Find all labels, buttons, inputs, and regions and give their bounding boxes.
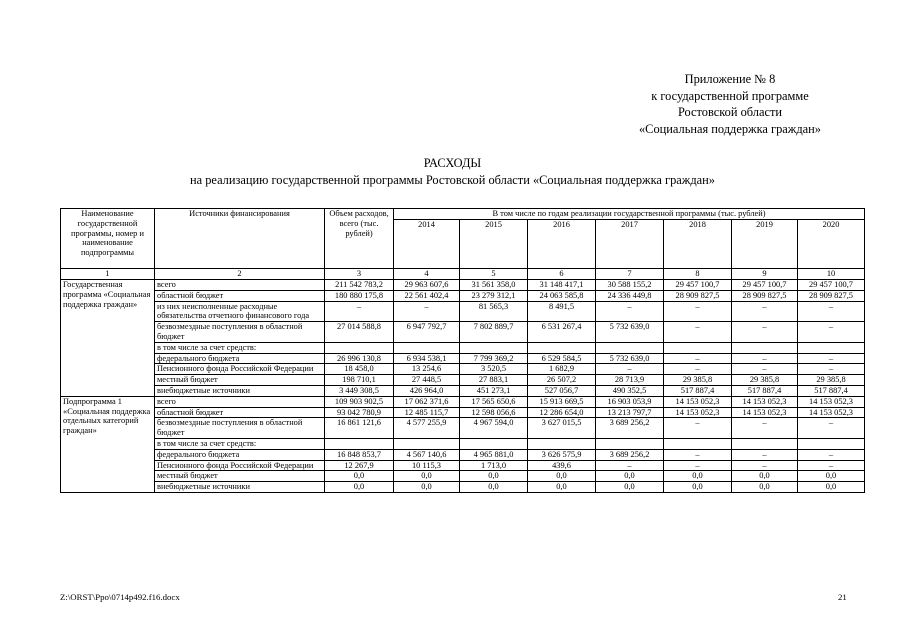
table-row: [61, 396, 865, 407]
total-value: 211 542 783,2: [325, 280, 394, 291]
year-value: –: [798, 322, 865, 343]
year-value: 5 732 639,0: [596, 322, 664, 343]
column-index-row: [61, 269, 865, 280]
column-index: 9: [732, 269, 798, 280]
funding-source: всего: [155, 396, 325, 407]
funding-source: в том числе за счет средств:: [155, 342, 325, 353]
funding-source: федерального бюджета: [155, 449, 325, 460]
year-value: 0,0: [394, 471, 460, 482]
year-value: –: [732, 353, 798, 364]
total-value: 198 710,1: [325, 375, 394, 386]
year-value: [732, 438, 798, 449]
table-row: [61, 471, 865, 482]
header-year: 2014: [394, 220, 460, 269]
funding-source: безвозмездные поступления в областной бюджет: [155, 322, 325, 343]
year-value: 28 909 827,5: [798, 290, 865, 301]
column-index: 1: [61, 269, 155, 280]
year-value: 490 352,5: [596, 385, 664, 396]
header-year: 2015: [460, 220, 528, 269]
header-year: 2019: [732, 220, 798, 269]
year-value: [798, 438, 865, 449]
year-value: 6 531 267,4: [528, 322, 596, 343]
year-value: –: [798, 353, 865, 364]
year-value: [394, 342, 460, 353]
year-value: –: [732, 364, 798, 375]
table-row: [61, 460, 865, 471]
year-value: –: [798, 460, 865, 471]
total-value: 18 458,0: [325, 364, 394, 375]
year-value: 4 967 594,0: [460, 418, 528, 439]
column-index: 5: [460, 269, 528, 280]
total-value: –: [325, 301, 394, 322]
year-value: 451 273,1: [460, 385, 528, 396]
header-year: 2017: [596, 220, 664, 269]
total-value: 0,0: [325, 482, 394, 493]
table-row: [61, 375, 865, 386]
year-value: 517 887,4: [798, 385, 865, 396]
annex-line: «Социальная поддержка граждан»: [638, 121, 822, 136]
year-value: [798, 342, 865, 353]
total-value: 109 903 902,5: [325, 396, 394, 407]
year-value: 8 491,5: [528, 301, 596, 322]
year-value: –: [732, 322, 798, 343]
year-value: 29 457 100,7: [732, 280, 798, 291]
year-value: –: [664, 301, 732, 322]
year-value: 24 336 449,8: [596, 290, 664, 301]
year-value: 23 279 312,1: [460, 290, 528, 301]
annex-line: Ростовской области: [677, 105, 783, 119]
year-value: 0,0: [798, 471, 865, 482]
column-index: 6: [528, 269, 596, 280]
table-row: [61, 301, 865, 322]
year-value: 16 903 053,9: [596, 396, 664, 407]
expenses-table: [60, 208, 865, 493]
funding-source: в том числе за счет средств:: [155, 438, 325, 449]
year-value: –: [732, 301, 798, 322]
year-value: –: [664, 418, 732, 439]
total-value: 0,0: [325, 471, 394, 482]
year-value: 0,0: [732, 482, 798, 493]
year-value: 4 965 881,0: [460, 449, 528, 460]
year-value: –: [394, 301, 460, 322]
year-value: –: [596, 364, 664, 375]
funding-source: местный бюджет: [155, 471, 325, 482]
year-value: 28 909 827,5: [732, 290, 798, 301]
year-value: –: [798, 364, 865, 375]
year-value: [528, 342, 596, 353]
header-year: 2016: [528, 220, 596, 269]
total-value: 16 861 121,6: [325, 418, 394, 439]
year-value: 15 913 669,5: [528, 396, 596, 407]
year-value: 4 567 140,6: [394, 449, 460, 460]
table-row: [61, 364, 865, 375]
year-value: 0,0: [664, 471, 732, 482]
program-name: Подпрограмма 1 «Социальная поддержка отдельных категорий граждан»: [61, 396, 155, 492]
year-value: 6 934 538,1: [394, 353, 460, 364]
year-value: 0,0: [528, 471, 596, 482]
header-source: Источники финансирования: [155, 209, 325, 269]
funding-source: внебюджетные источники: [155, 385, 325, 396]
year-value: 29 457 100,7: [798, 280, 865, 291]
table-row: [61, 353, 865, 364]
funding-source: всего: [155, 280, 325, 291]
year-value: 27 448,5: [394, 375, 460, 386]
year-value: 10 115,3: [394, 460, 460, 471]
page-number: 21: [838, 592, 847, 602]
year-value: –: [664, 449, 732, 460]
column-index: 8: [664, 269, 732, 280]
year-value: 1 713,0: [460, 460, 528, 471]
year-value: 6 947 792,7: [394, 322, 460, 343]
year-value: 29 963 607,6: [394, 280, 460, 291]
year-value: [664, 438, 732, 449]
table-row: [61, 322, 865, 343]
year-value: 6 529 584,5: [528, 353, 596, 364]
header-year: 2020: [798, 220, 865, 269]
year-value: 14 153 052,3: [732, 396, 798, 407]
column-index: 7: [596, 269, 664, 280]
year-value: 0,0: [394, 482, 460, 493]
funding-source: областной бюджет: [155, 290, 325, 301]
year-value: 0,0: [596, 482, 664, 493]
year-value: 426 964,0: [394, 385, 460, 396]
total-value: 3 449 308,5: [325, 385, 394, 396]
year-value: 517 887,4: [732, 385, 798, 396]
year-value: 29 385,8: [732, 375, 798, 386]
year-value: 0,0: [528, 482, 596, 493]
year-value: 527 056,7: [528, 385, 596, 396]
year-value: 24 063 585,8: [528, 290, 596, 301]
year-value: 439,6: [528, 460, 596, 471]
year-value: 30 588 155,2: [596, 280, 664, 291]
year-value: 14 153 052,3: [798, 396, 865, 407]
year-value: 14 153 052,3: [664, 396, 732, 407]
year-value: 3 689 256,2: [596, 418, 664, 439]
year-value: –: [732, 449, 798, 460]
year-value: 3 627 015,5: [528, 418, 596, 439]
table-row: [61, 290, 865, 301]
table-row: [61, 342, 865, 353]
table-row: [61, 407, 865, 418]
year-value: 517 887,4: [664, 385, 732, 396]
total-value: 26 996 130,8: [325, 353, 394, 364]
funding-source: областной бюджет: [155, 407, 325, 418]
header-years-group: В том числе по годам реализации государственной программы (тыс. рублей): [394, 209, 865, 220]
total-value: 27 014 588,8: [325, 322, 394, 343]
table-body: [61, 280, 865, 493]
year-value: 12 485 115,7: [394, 407, 460, 418]
year-value: 14 153 052,3: [732, 407, 798, 418]
funding-source: Пенсионного фонда Российской Федерации: [155, 460, 325, 471]
year-value: –: [798, 449, 865, 460]
year-value: 17 565 650,6: [460, 396, 528, 407]
year-value: 28 909 827,5: [664, 290, 732, 301]
year-value: 0,0: [460, 482, 528, 493]
year-value: 29 385,8: [798, 375, 865, 386]
year-value: –: [664, 364, 732, 375]
year-value: 7 799 369,2: [460, 353, 528, 364]
funding-source: федерального бюджета: [155, 353, 325, 364]
year-value: –: [664, 353, 732, 364]
year-value: 29 385,8: [664, 375, 732, 386]
total-value: 93 042 780,9: [325, 407, 394, 418]
year-value: 31 148 417,1: [528, 280, 596, 291]
year-value: 14 153 052,3: [798, 407, 865, 418]
year-value: –: [664, 322, 732, 343]
annex-block: [560, 71, 900, 137]
year-value: 3 689 256,2: [596, 449, 664, 460]
program-name: Государственная программа «Социальная поддержка граждан»: [61, 280, 155, 397]
year-value: 17 062 371,6: [394, 396, 460, 407]
year-value: –: [732, 460, 798, 471]
year-value: 29 457 100,7: [664, 280, 732, 291]
table-row: [61, 280, 865, 291]
year-value: –: [596, 460, 664, 471]
year-value: 28 713,9: [596, 375, 664, 386]
year-value: 31 561 358,0: [460, 280, 528, 291]
year-value: [460, 438, 528, 449]
year-value: 14 153 052,3: [664, 407, 732, 418]
year-value: 26 507,2: [528, 375, 596, 386]
funding-source: Пенсионного фонда Российской Федерации: [155, 364, 325, 375]
title-subheading: на реализацию государственной программы Ростовской области «Социальная поддержка граждан»: [190, 172, 715, 187]
column-index: 4: [394, 269, 460, 280]
column-index: 10: [798, 269, 865, 280]
year-value: 22 561 402,4: [394, 290, 460, 301]
table-row: [61, 418, 865, 439]
year-value: 0,0: [664, 482, 732, 493]
file-path: Z:\ORST\Ppo\0714p492.f16.docx: [60, 592, 180, 602]
year-value: 3 626 575,9: [528, 449, 596, 460]
year-value: 13 254,6: [394, 364, 460, 375]
total-value: 12 267,9: [325, 460, 394, 471]
year-value: [596, 438, 664, 449]
year-value: –: [664, 460, 732, 471]
year-value: [460, 342, 528, 353]
year-value: [528, 438, 596, 449]
year-value: [732, 342, 798, 353]
annex-line: к государственной программе: [651, 88, 809, 103]
year-value: 12 286 654,0: [528, 407, 596, 418]
year-value: 0,0: [460, 471, 528, 482]
year-value: –: [798, 301, 865, 322]
header-name: Наименование государственной программы, номер и наименование подпрограммы: [61, 209, 155, 269]
year-value: [664, 342, 732, 353]
year-value: –: [798, 418, 865, 439]
year-value: 0,0: [732, 471, 798, 482]
year-value: 13 213 797,7: [596, 407, 664, 418]
year-value: [394, 438, 460, 449]
table-row: [61, 438, 865, 449]
total-value: [325, 438, 394, 449]
column-index: 2: [155, 269, 325, 280]
funding-source: местный бюджет: [155, 375, 325, 386]
header-year: 2018: [664, 220, 732, 269]
table-row: [61, 482, 865, 493]
year-value: 12 598 056,6: [460, 407, 528, 418]
year-value: 0,0: [596, 471, 664, 482]
annex-line: Приложение № 8: [684, 72, 776, 86]
funding-source: безвозмездные поступления в областной бюджет: [155, 418, 325, 439]
year-value: 0,0: [798, 482, 865, 493]
year-value: 27 883,1: [460, 375, 528, 386]
total-value: [325, 342, 394, 353]
total-value: 16 848 853,7: [325, 449, 394, 460]
year-value: –: [596, 301, 664, 322]
header-total: Объем расходов, всего (тыс. рублей): [325, 209, 394, 269]
year-value: 7 802 889,7: [460, 322, 528, 343]
year-value: 1 682,9: [528, 364, 596, 375]
funding-source: внебюджетные источники: [155, 482, 325, 493]
table-row: [61, 385, 865, 396]
funding-source: из них неисполненные расходные обязательства отчетного финансового года: [155, 301, 325, 322]
year-value: –: [732, 418, 798, 439]
column-index: 3: [325, 269, 394, 280]
year-value: 4 577 255,9: [394, 418, 460, 439]
title-heading: РАСХОДЫ: [423, 156, 482, 170]
table-row: [61, 449, 865, 460]
year-value: 81 565,3: [460, 301, 528, 322]
total-value: 180 880 175,8: [325, 290, 394, 301]
year-value: 5 732 639,0: [596, 353, 664, 364]
year-value: 3 520,5: [460, 364, 528, 375]
document-title: [0, 155, 905, 188]
year-value: [596, 342, 664, 353]
